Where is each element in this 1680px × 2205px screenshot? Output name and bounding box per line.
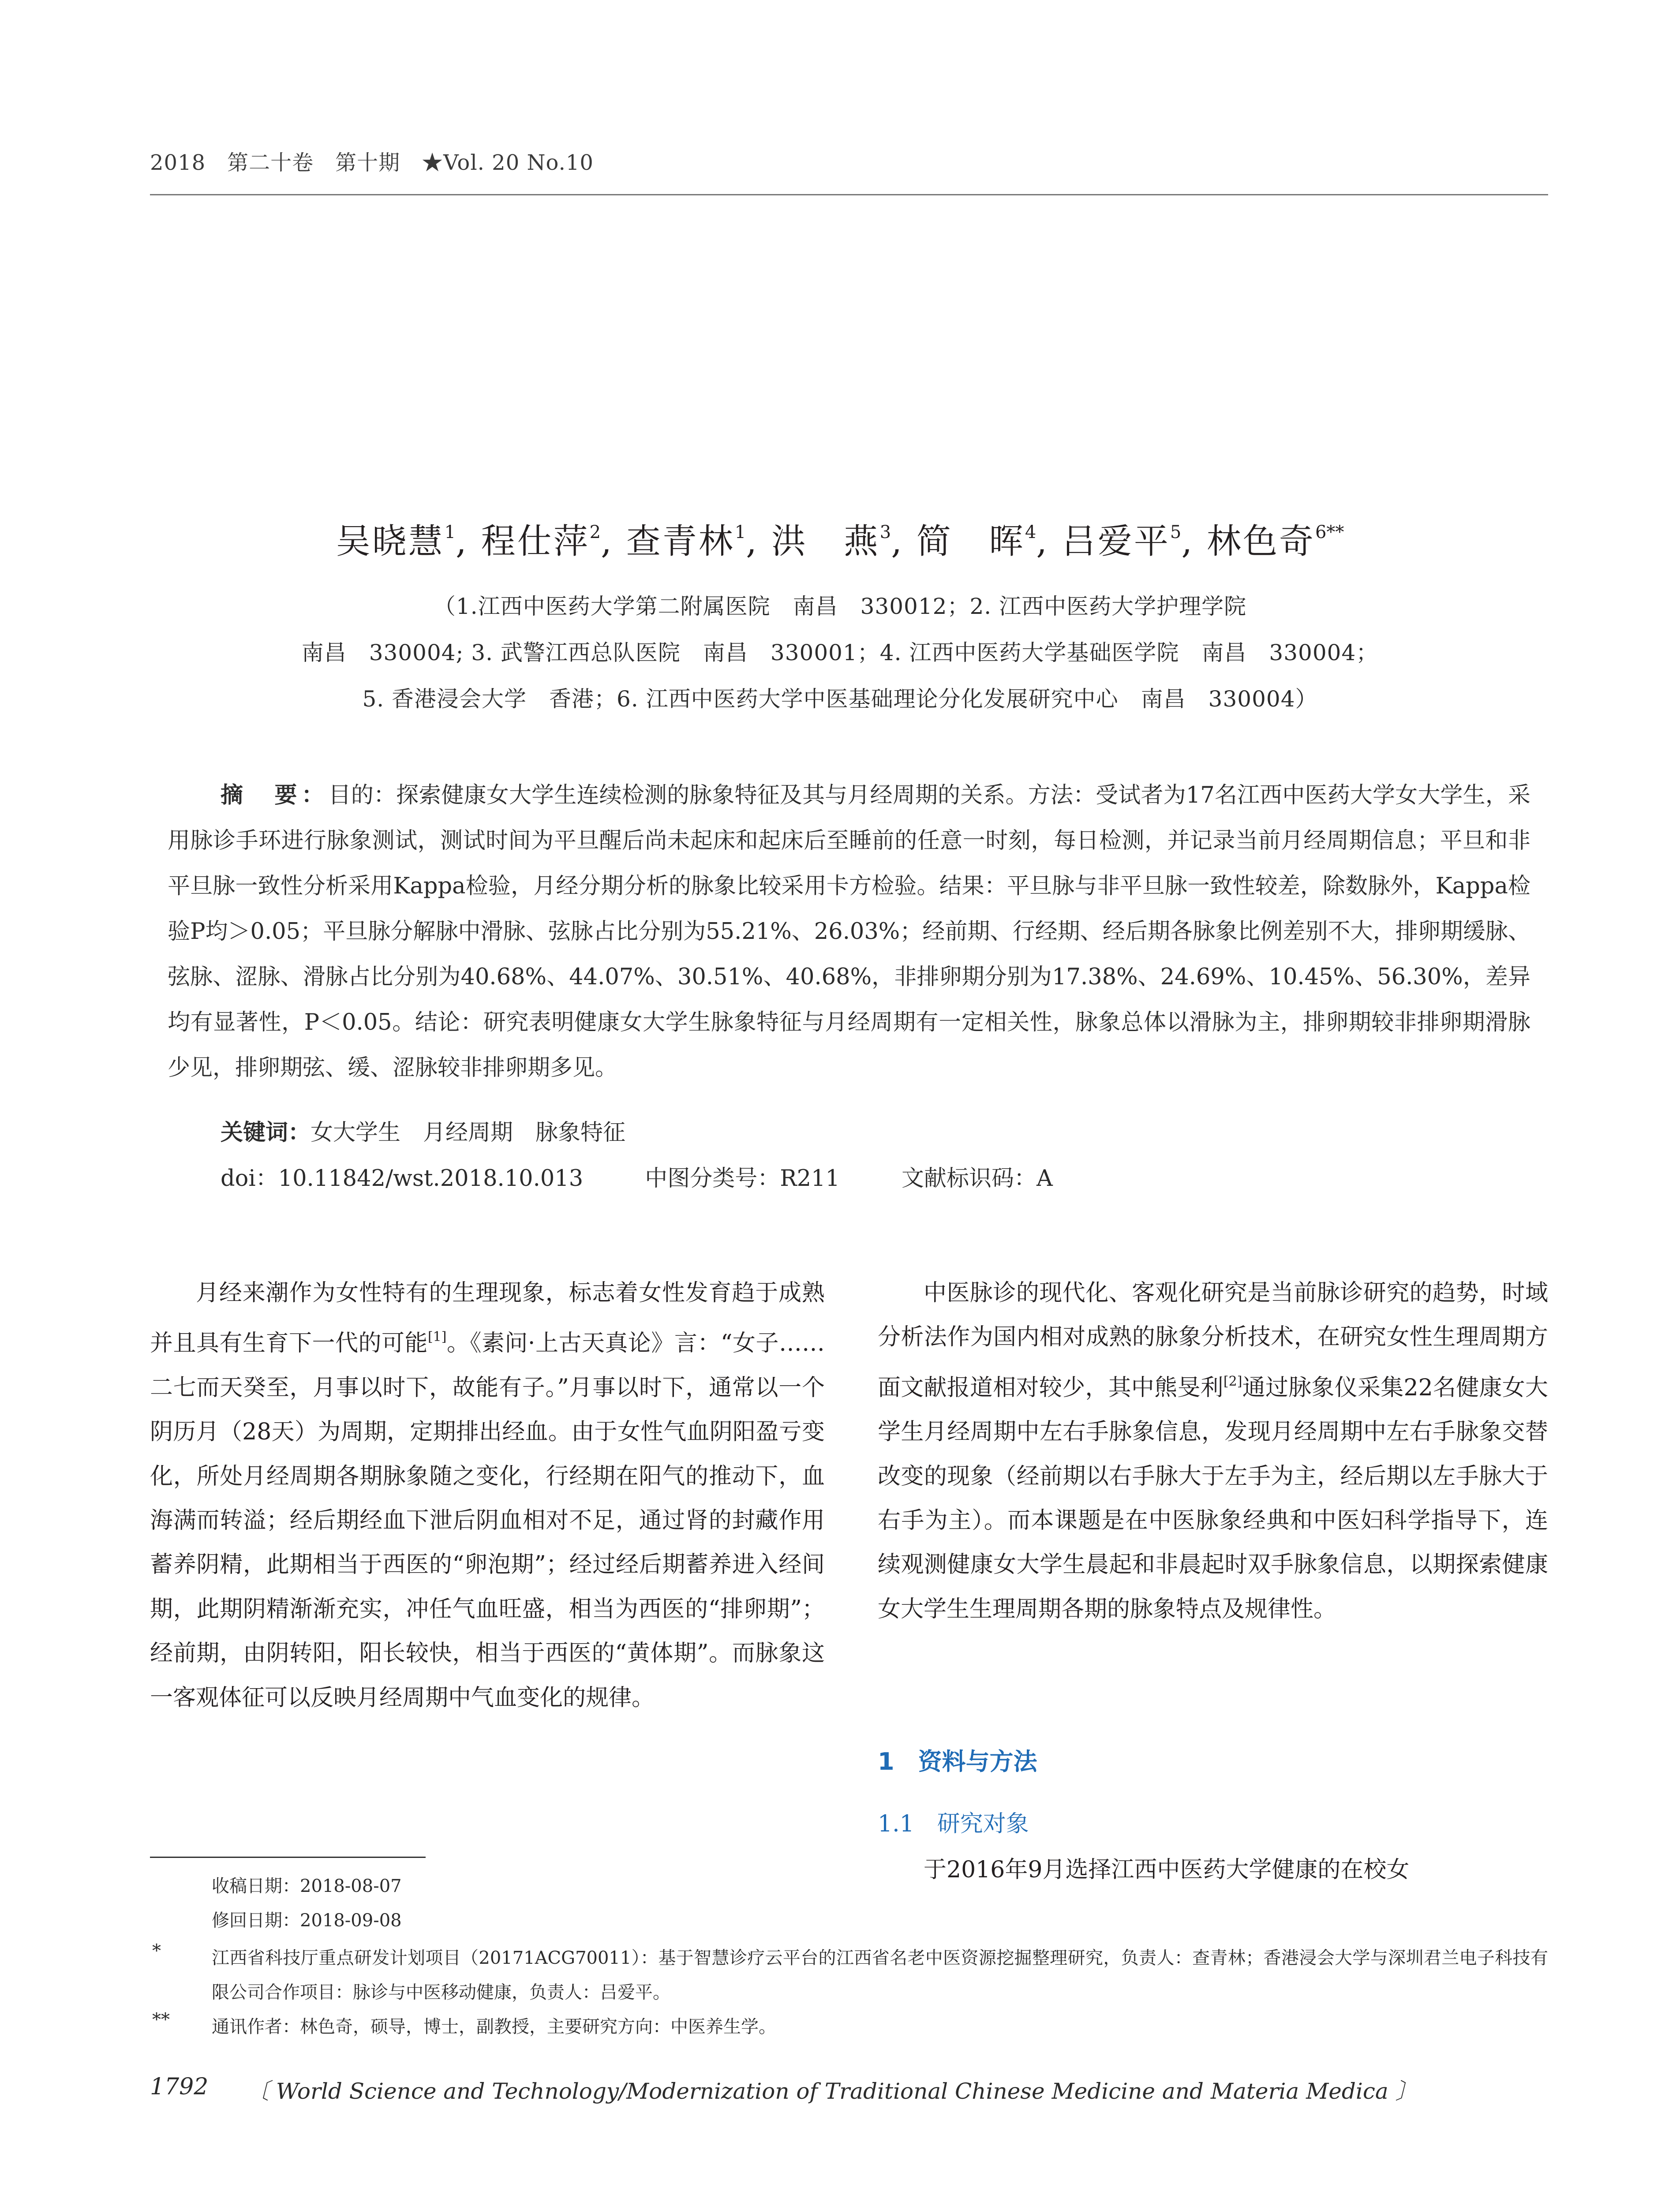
author-name: 洪 燕	[771, 522, 880, 561]
body-text: 月经来潮作为女性特有的生理现象，标志着女性发育趋于成熟并且具有生育下一代的可能	[150, 1280, 825, 1357]
affiliation-line: 5. 香港浸会大学 香港；6. 江西中医药大学中医基础理论分化发展研究中心 南昌 330004）	[362, 686, 1318, 712]
author-affil-mark: 6**	[1315, 522, 1344, 542]
section-heading: 1 资料与方法	[878, 1748, 1037, 1775]
body-paragraph	[150, 1271, 825, 1720]
footnote-marker: **	[152, 2010, 170, 2030]
article-meta	[221, 1160, 1115, 1192]
clc-number: 中图分类号：R211	[645, 1166, 840, 1192]
body-text: 中医脉诊的现代化、客观化研究是当前脉诊研究的趋势，时域分析法作为国内相对成熟的脉象分析技术，在研究女性生理周期方面文献报道相对较少，其中熊旻利	[878, 1280, 1548, 1401]
doi[interactable]: doi：10.11842/wst.2018.10.013	[221, 1166, 584, 1192]
citation-ref[interactable]: [2]	[1223, 1373, 1242, 1389]
abstract-label: 摘 要：	[221, 782, 329, 808]
abstract-text: 目的：探索健康女大学生连续检测的脉象特征及其与月经周期的关系。方法：受试者为17名江西中医药大学女大学生，采用脉诊手环进行脉象测试，测试时间为平旦醒后尚未起床和起床后至睡前的任意一时刻，每日检测，并记录当前月经周期信息；平旦和非平旦脉一致性分析采用Kappa检验，月经分期分析的脉象比较采用卡方检验。结果：平旦脉与非平旦脉一致性较差，除数脉外，Kappa检验P均＞0.05；平旦脉分解脉中滑脉、弦脉占比分别为55.21%、26.03%；经前期、行经期、经后期各脉象比例差别不大，排卵期缓脉、弦脉、涩脉、滑脉占比分别为40.68%、44.07%、30.51%、40.68%，非排卵期分别为17.38%、24.69%、10.45%、56.30%，差异均有显著性，P＜0.05。结论：研究表明健康女大学生脉象特征与月经周期有一定相关性，脉象总体以滑脉为主，排卵期较非排卵期滑脉少见，排卵期弦、缓、涩脉较非排卵期多见。	[168, 782, 1530, 1081]
body-paragraph: 于2016年9月选择江西中医药大学健康的在校女	[924, 1857, 1410, 1883]
author-name: 吴晓慧	[336, 522, 445, 561]
keywords-label: 关键词：	[221, 1120, 311, 1146]
author-affil-mark: 5	[1170, 522, 1182, 542]
body-text: 通过脉象仪采集22名健康女大学生月经周期中左右手脉象信息，发现月经周期中左右手脉象交替改变的现象（经前期以右手脉大于左手为主，经后期以左手脉大于右手为主）。而本课题是在中医脉象经典和中医妇科学指导下，连续观测健康女大学生晨起和非晨起时双手脉象信息，以期探索健康女大学生生理周期各期的脉象特点及规律性。	[878, 1374, 1548, 1622]
revised-date: 修回日期：2018-09-08	[212, 1910, 402, 1931]
keywords	[221, 1114, 625, 1147]
body-text: 。《素问·上古天真论》言：“女子……二七而天癸至，月事以时下，故能有子。”月事以时下，通常以一个阴历月（28天）为周期，定期排出经血。由于女性气血阴阳盈亏变化，所处月经周期各期脉象随之变化，行经期在阳气的推动下，血海满而转溢；经后期经血下泄后阴血相对不足，通过肾的封藏作用蓄养阴精，此期相当于西医的“卵泡期”；经过经后期蓄养进入经间期，此期阴精渐渐充实，冲任气血旺盛，相当为西医的“排卵期”；经前期，由阴转阳，阳长较快，相当于西医的“黄体期”。而脉象这一客观体征可以反映月经周期中气血变化的规律。	[150, 1330, 825, 1711]
citation-ref[interactable]: [1]	[427, 1329, 447, 1345]
affiliation-line: （1.江西中医药大学第二附属医院 南昌 330012；2. 江西中医药大学护理学院	[433, 594, 1247, 619]
author-affil-mark: 2	[589, 522, 601, 542]
keywords-text: 女大学生 月经周期 脉象特征	[311, 1120, 626, 1146]
header-rule	[150, 194, 1548, 195]
funding-note: 江西省科技厅重点研发计划项目（20171ACG70011）：基于智慧诊疗云平台的江西省名老中医资源挖掘整理研究，负责人：查青林；香港浸会大学与深圳君兰电子科技有限公司合作项目：脉诊与中医移动健康，负责人：吕爱平。	[212, 1948, 1548, 2003]
footnote-marker: *	[152, 1941, 161, 1961]
document-code: 文献标识码：A	[901, 1166, 1053, 1192]
author-affil-mark: 3	[879, 522, 891, 542]
body-column-left	[150, 1271, 825, 1720]
corresponding-author-note: 通讯作者：林色奇，硕导，博士，副教授，主要研究方向：中医养生学。	[212, 2017, 776, 2037]
author-affil-mark: 1	[444, 522, 456, 542]
subsection-heading: 1.1 研究对象	[878, 1811, 1029, 1837]
footnote-rule	[150, 1857, 426, 1858]
journal-footer: 〔 World Science and Technology/Modernization of Traditional Chinese Medicine and Materia Medica 〕	[247, 2078, 1418, 2104]
author-name: 查青林	[626, 522, 735, 561]
author-name: 林色奇	[1206, 522, 1315, 561]
author-name: 吕爱平	[1061, 522, 1170, 561]
received-date: 收稿日期：2018-08-07	[212, 1876, 402, 1896]
affiliation-line: 南昌 330004; 3. 武警江西总队医院 南昌 330001；4. 江西中医药大学基础医学院 南昌 330004；	[301, 640, 1379, 665]
author-list: 吴晓慧$^1$, 程仕萍$^2$, 查青林$^1$, 洪 燕$^3$, 简 晖$^4$, 吕爱平$^5$, 林色奇$^{6**}$	[336, 522, 1344, 561]
abstract	[168, 773, 1530, 1091]
page-number: 1792	[150, 2074, 209, 2100]
author-affil-mark: 4	[1025, 522, 1036, 542]
journal-header: 2018 第二十卷 第十期 ★Vol. 20 No.10	[150, 150, 594, 175]
author-affil-mark: 1	[734, 522, 746, 542]
body-column-right	[878, 1271, 1548, 1631]
author-name: 程仕萍	[481, 522, 590, 561]
author-name: 简 晖	[916, 522, 1025, 561]
body-paragraph	[878, 1271, 1548, 1631]
